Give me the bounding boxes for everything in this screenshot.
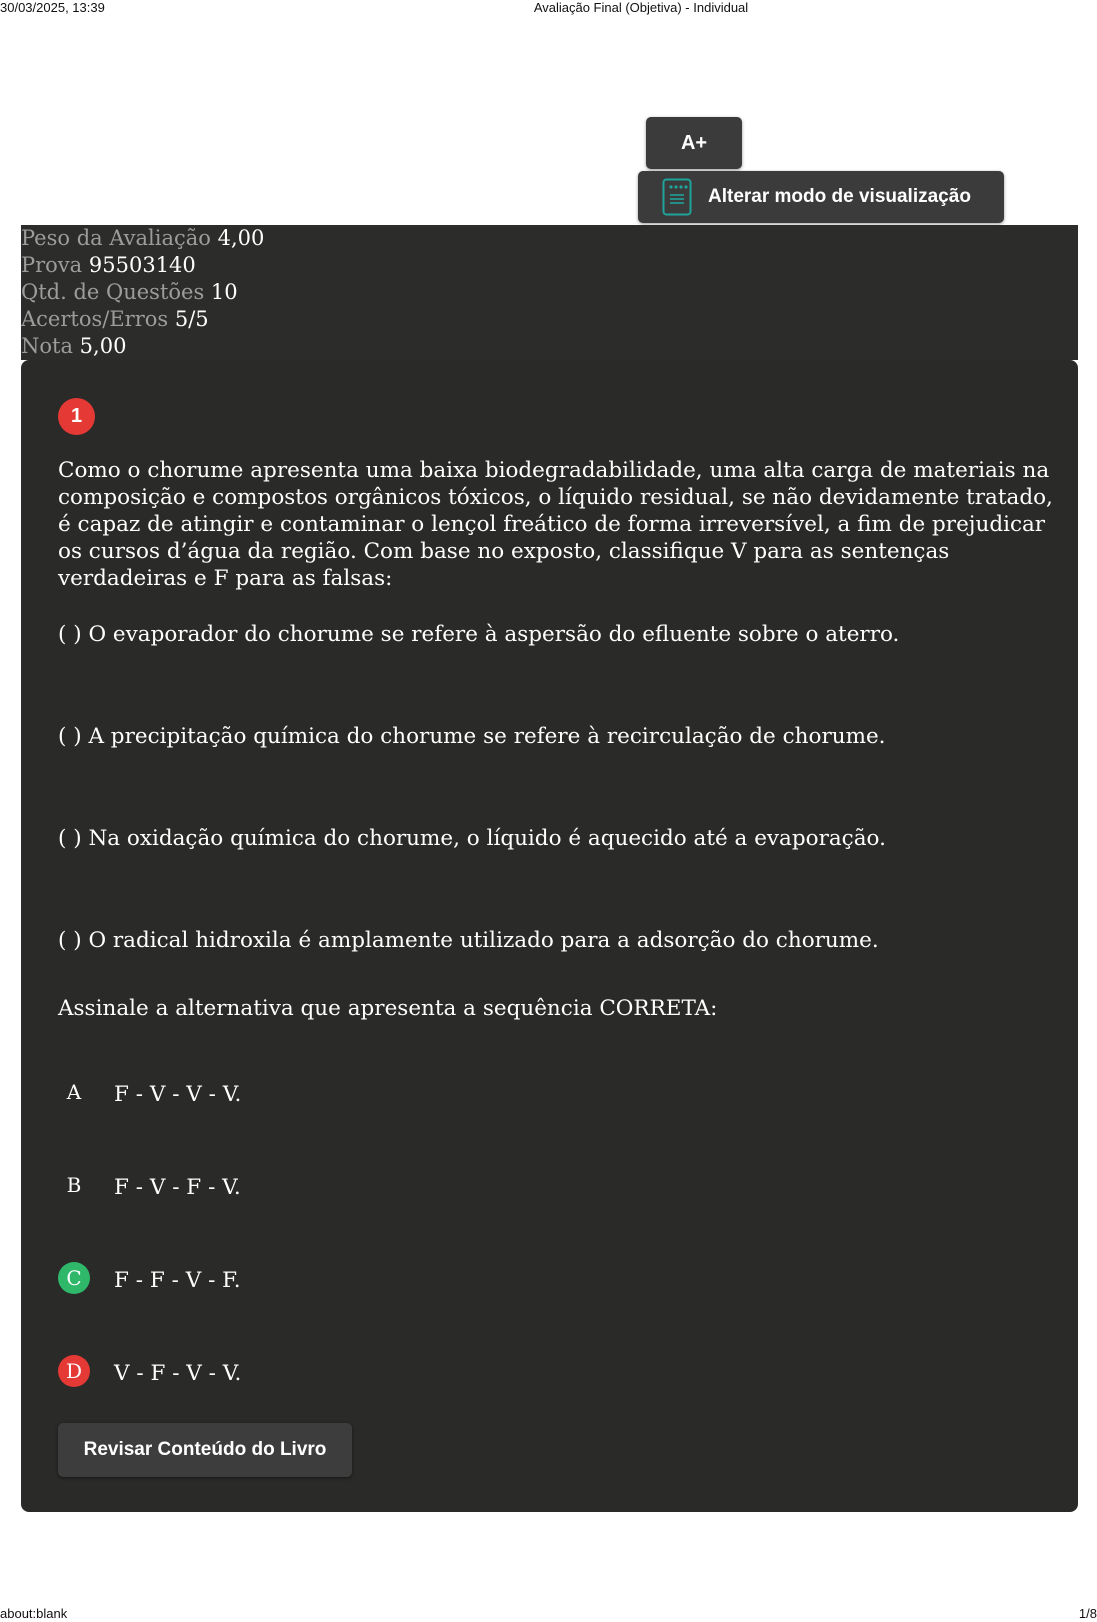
change-view-mode-button[interactable] [638, 171, 1004, 223]
option-a-letter: A [66, 1080, 82, 1104]
option-d-text: V - F - V - V. [114, 1361, 242, 1386]
question-prompt: Assinale a alternativa que apresenta a sequência CORRETA: [58, 996, 718, 1021]
question-stem: Como o chorume apresenta uma baixa biodegradabilidade, uma alta carga de materiais na composição e compostos orgânicos tóxicos, o líquido residual, se não devidamente tratado, é capaz de atingir e contaminar o lençol freático de forma irreversível, a fim de prejudicar os cursos d’água da região. Com base no exposto, classifique V para as sentenças verdadeiras e F para as falsas: [58, 458, 1053, 591]
question-card [21, 360, 1078, 1512]
info-exam-value: 95503140 [88, 253, 196, 277]
statement-2: ( ) A precipitação química do chorume se refere à recirculação de chorume. [58, 724, 886, 749]
print-page-number: 1/8 [1078, 1606, 1097, 1621]
option-b-text: F - V - F - V. [114, 1175, 241, 1200]
question-number-badge: 1 [58, 398, 95, 435]
info-hits-misses-value: 5/5 [174, 307, 209, 331]
print-header [0, 0, 1097, 16]
info-hits-misses-label: Acertos/Erros [21, 307, 169, 331]
review-book-content-button[interactable]: Revisar Conteúdo do Livro [58, 1423, 352, 1477]
info-question-count-value: 10 [210, 280, 238, 304]
print-url: about:blank [0, 1606, 68, 1621]
statement-1: ( ) O evaporador do chorume se refere à aspersão do efluente sobre o aterro. [58, 622, 900, 647]
info-question-count-label: Qtd. de Questões [21, 280, 205, 304]
increase-font-button[interactable]: A+ [646, 117, 742, 169]
info-grade [21, 333, 1078, 360]
info-grade-label: Nota [21, 334, 73, 358]
info-question-count [21, 279, 1078, 306]
option-b-letter: B [66, 1173, 82, 1197]
info-weight [21, 225, 1078, 252]
option-a-text: F - V - V - V. [114, 1082, 242, 1107]
statement-4: ( ) O radical hidroxila é amplamente utilizado para a adsorção do chorume. [58, 928, 879, 953]
info-grade-value: 5,00 [79, 334, 127, 358]
document-icon [662, 178, 692, 216]
option-c-text: F - F - V - F. [114, 1268, 241, 1293]
assessment-info [21, 225, 1078, 360]
option-d-letter-wrong-badge: D [58, 1355, 90, 1387]
info-weight-label: Peso da Avaliação [21, 226, 211, 250]
info-exam [21, 252, 1078, 279]
change-view-mode-label: Alterar modo de visualização [708, 186, 971, 207]
print-footer [0, 1606, 1097, 1622]
info-hits-misses [21, 306, 1078, 333]
print-title: Avaliação Final (Objetiva) - Individual [533, 0, 749, 15]
statement-3: ( ) Na oxidação química do chorume, o líquido é aquecido até a evaporação. [58, 826, 886, 851]
option-c-letter-correct-badge: C [58, 1262, 90, 1294]
info-exam-label: Prova [21, 253, 83, 277]
print-datetime: 30/03/2025, 13:39 [0, 0, 105, 15]
info-weight-value: 4,00 [217, 226, 265, 250]
